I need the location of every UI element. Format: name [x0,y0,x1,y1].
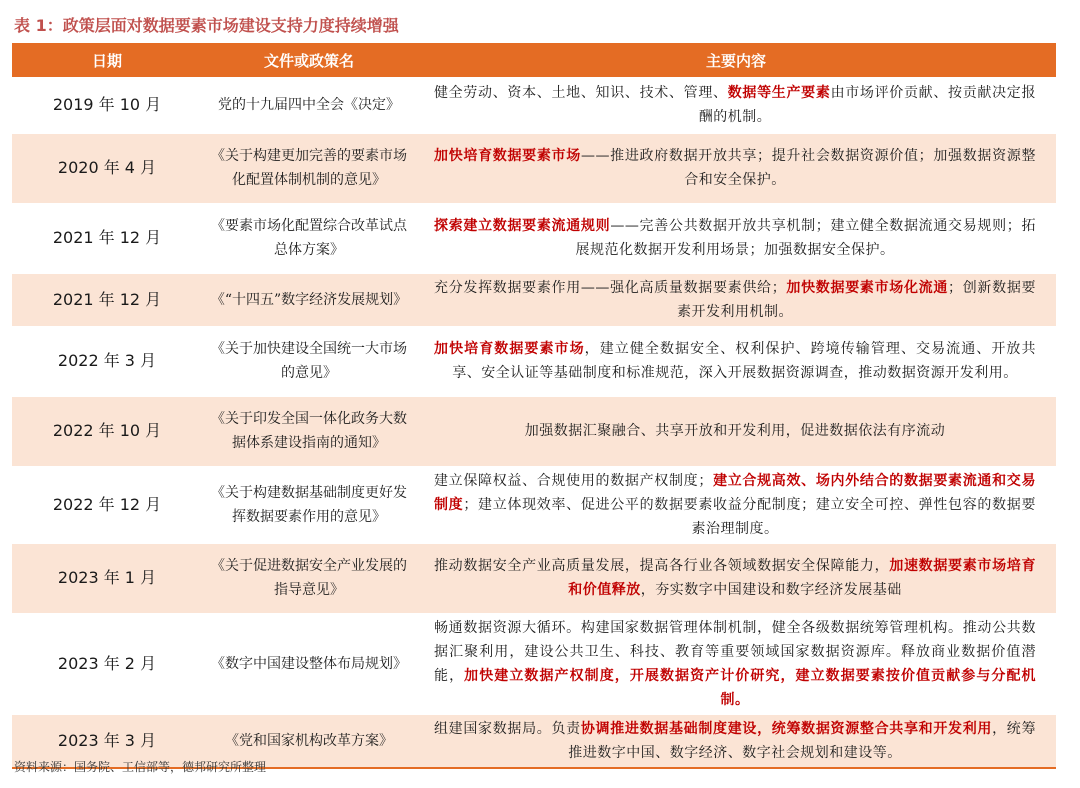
content-text: 推动数据安全产业高质量发展，提高各行业各领域数据安全保障能力， [434,558,890,574]
content-highlight: 加快建立数据产权制度，开展数据资产计价研究，建立数据要素按价值贡献参与分配机制。 [464,667,1037,708]
content-text: ，建立健全数据安全、权利保护、跨境传输管理、交易流通、开放共享、安全认证等基础制度和标准规范，深入开展数据资源调查，推动数据资源开发利用。 [452,341,1036,381]
table-row [12,543,1056,613]
table-row [12,466,1056,543]
table-title: 表 1：政策层面对数据要素市场建设支持力度持续增强 [14,16,399,35]
content-text: 组建国家数据局。负责 [434,720,581,737]
content-highlight: 探索建立数据要素流通规则 [434,218,611,234]
table-row [12,396,1056,466]
row-policy: 《党和国家机构改革方案》 [202,714,416,768]
content-highlight: 加速数据要素市场培育和价值释放 [568,558,1036,598]
row-content [416,273,1056,326]
content-highlight: 加快数据要素市场化流通 [786,279,949,296]
source-note: 资料来源：国务院、工信部等，德邦研究所整理 [14,760,267,774]
content-text: 由市场评价贡献、按贡献决定报酬的机制。 [698,84,1036,125]
row-date: 2023 年 2 月 [57,653,157,673]
row-policy: 《要素市场化配置综合改革试点总体方案》 [211,218,407,258]
row-content [416,466,1056,543]
row-content [416,714,1056,768]
row-policy: 《关于促进数据安全产业发展的指导意见》 [202,543,416,613]
table-row [12,326,1056,396]
row-date: 2022 年 3 月 [57,351,157,370]
row-date: 2019 年 10 月 [52,94,162,114]
table-row [12,133,1056,203]
table-row [12,203,1056,273]
content-text: 畅通数据资源大循环。构建国家数据管理体制机制，健全各级数据统筹管理机构。推动公共数据汇聚利用，建设公共卫生、科技、教育等重要领域国家数据资源库。释放商业数据价值潜能， [434,619,1036,684]
content-highlight: 协调推进数据基础制度建设，统筹数据资源整合共享和开发利用 [580,720,993,737]
row-content [416,543,1056,613]
row-date: 2022 年 12 月 [52,494,162,514]
header-date: 日期 [12,43,202,77]
content-highlight: 数据等生产要素 [727,84,831,101]
row-date: 2020 年 4 月 [12,133,202,203]
row-content [416,203,1056,273]
content-text: 健全劳动、资本、土地、知识、技术、管理、 [434,84,728,101]
row-content [416,396,1056,466]
content-text: 充分发挥数据要素作用——强化高质量数据要素供给； [434,279,787,296]
policy-table [12,43,1056,769]
header-content: 主要内容 [416,43,1056,77]
row-content [416,77,1056,133]
content-text: ；创新数据要素开发利用机制。 [677,279,1037,320]
content-text: ——完善公共数据开放共享机制；建立健全数据流通交易规则；拓展规范化数据开发利用场景；加强数据安全保护。 [575,218,1037,258]
table-row [12,77,1056,133]
table-row [12,613,1056,714]
row-policy: 《关于印发全国一体化政务大数据体系建设指南的通知》 [202,396,416,466]
header-policy: 文件或政策名 [202,43,416,77]
row-content [416,613,1056,714]
table-header-row [12,43,1056,77]
content-text: 建立保障权益、合规使用的数据产权制度； [434,472,713,489]
row-policy: 党的十九届四中全会《决定》 [218,96,400,113]
row-date: 2023 年 1 月 [12,543,202,613]
row-policy: 《关于构建更加完善的要素市场化配置体制机制的意见》 [202,133,416,203]
content-text: ——推进政府数据开放共享；提升社会数据资源价值；加强数据资源整合和安全保护。 [580,148,1037,188]
content-text: ，统筹推进数字中国、数字经济、数字社会规划和建设等。 [568,720,1036,761]
row-content [416,326,1056,396]
row-policy: 《“十四五”数字经济发展规划》 [202,273,416,326]
content-highlight: 加快培育数据要素市场 [434,148,581,164]
row-policy: 《关于加快建设全国统一大市场的意见》 [211,341,407,381]
content-text: ，夯实数字中国建设和数字经济发展基础 [640,582,902,598]
row-policy: 《数字中国建设整体布局规划》 [211,655,407,672]
row-date: 2022 年 10 月 [12,396,202,466]
content-highlight: 加快培育数据要素市场 [434,341,585,357]
content-text: ；建立体现效率、促进公平的数据要素收益分配制度；建立安全可控、弹性包容的数据要素治理制度。 [463,496,1036,537]
table-row [12,273,1056,326]
row-content [416,133,1056,203]
row-date: 2023 年 3 月 [12,714,202,768]
content-text: 加强数据汇聚融合、共享开放和开发利用，促进数据依法有序流动 [524,423,946,439]
content-highlight: 建立合规高效、场内外结合的数据要素流通和交易制度 [434,472,1036,513]
row-policy: 《关于构建数据基础制度更好发挥数据要素作用的意见》 [211,484,407,525]
row-date: 2021 年 12 月 [52,228,162,247]
row-date: 2021 年 12 月 [12,273,202,326]
